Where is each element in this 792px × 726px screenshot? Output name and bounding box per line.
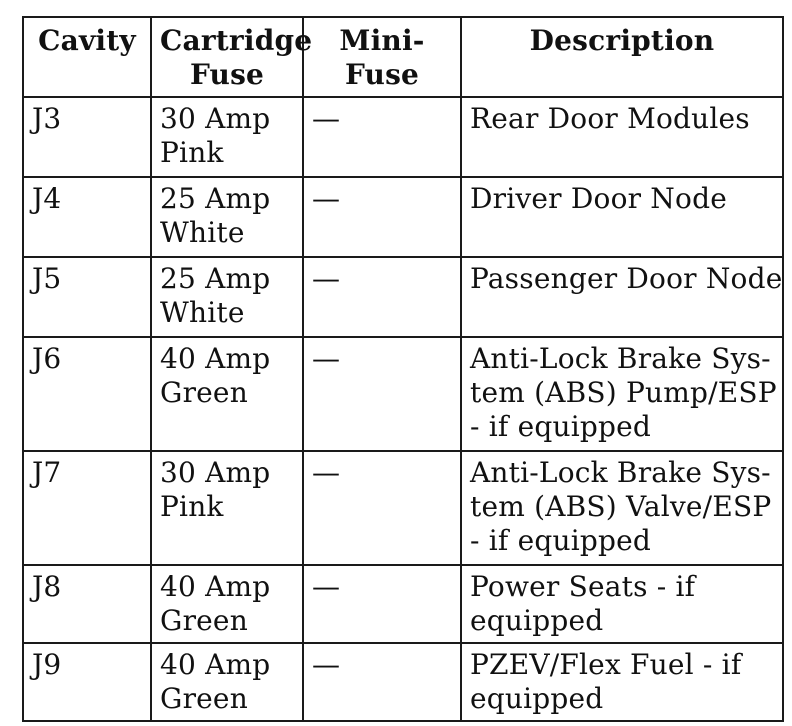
header-cavity	[23, 17, 151, 97]
mini-value: —	[312, 570, 341, 603]
mini-value: —	[312, 262, 341, 295]
cartridge-cell	[151, 451, 303, 565]
description-line: - if equipped	[470, 410, 652, 443]
table-row	[23, 177, 783, 257]
cavity-cell	[23, 177, 151, 257]
cartridge-cell	[151, 565, 303, 643]
cartridge-cell	[151, 97, 303, 177]
cartridge-color: White	[160, 296, 245, 329]
description-line: - if equipped	[470, 524, 652, 557]
table-row	[23, 643, 783, 721]
table-row	[23, 451, 783, 565]
cavity-cell	[23, 97, 151, 177]
header-cartridge-line-2: Fuse	[189, 58, 265, 91]
mini-cell	[303, 257, 461, 337]
header-mini-line-2: Fuse	[344, 58, 420, 91]
description-cell	[461, 451, 783, 565]
description-line: tem (ABS) Pump/ESP	[470, 376, 777, 409]
header-cavity-line: Cavity	[38, 24, 136, 57]
description-cell	[461, 257, 783, 337]
table-row	[23, 97, 783, 177]
mini-value: —	[312, 102, 341, 135]
cavity-value: J5	[32, 262, 62, 295]
cartridge-color: Pink	[160, 490, 224, 523]
cavity-cell	[23, 451, 151, 565]
table-row	[23, 565, 783, 643]
cartridge-amp: 30 Amp	[160, 456, 271, 489]
mini-value: —	[312, 342, 341, 375]
cartridge-amp: 40 Amp	[160, 342, 271, 375]
cavity-cell	[23, 337, 151, 451]
header-cartridge-fuse	[151, 17, 313, 97]
cartridge-cell	[151, 257, 303, 337]
cartridge-cell	[151, 177, 303, 257]
mini-value: —	[312, 456, 341, 489]
description-cell	[461, 643, 783, 721]
description-cell	[461, 177, 783, 257]
header-cartridge-line-1: Cartridge	[160, 24, 313, 57]
cavity-value: J8	[32, 570, 62, 603]
description-line: Power Seats - if	[470, 570, 696, 603]
cavity-value: J3	[32, 102, 62, 135]
cartridge-amp: 25 Amp	[160, 262, 271, 295]
cartridge-amp: 25 Amp	[160, 182, 271, 215]
fuse-table	[22, 16, 784, 722]
mini-cell	[303, 643, 461, 721]
fuse-table-wrapper	[22, 16, 784, 722]
header-description	[461, 17, 783, 97]
description-line: Passenger Door Node	[470, 262, 783, 295]
cartridge-color: Green	[160, 604, 248, 637]
mini-cell	[303, 451, 461, 565]
table-header-row	[23, 17, 783, 97]
description-cell	[461, 337, 783, 451]
cavity-cell	[23, 257, 151, 337]
description-line: equipped	[470, 604, 604, 637]
description-cell	[461, 97, 783, 177]
description-line: PZEV/Flex Fuel - if	[470, 648, 742, 681]
description-line: tem (ABS) Valve/ESP	[470, 490, 772, 523]
cartridge-cell	[151, 643, 303, 721]
description-line: equipped	[470, 682, 604, 715]
cartridge-amp: 40 Amp	[160, 570, 271, 603]
header-mini-fuse	[303, 17, 461, 97]
cavity-cell	[23, 565, 151, 643]
cartridge-color: Green	[160, 682, 248, 715]
cartridge-amp: 40 Amp	[160, 648, 271, 681]
cavity-value: J7	[32, 456, 62, 489]
table-row	[23, 257, 783, 337]
mini-value: —	[312, 182, 341, 215]
mini-cell	[303, 565, 461, 643]
cartridge-color: Pink	[160, 136, 224, 169]
mini-value: —	[312, 648, 341, 681]
mini-cell	[303, 177, 461, 257]
cavity-value: J9	[32, 648, 62, 681]
cartridge-cell	[151, 337, 303, 451]
description-line: Anti-Lock Brake Sys-	[470, 342, 771, 375]
description-line: Anti-Lock Brake Sys-	[470, 456, 771, 489]
mini-cell	[303, 337, 461, 451]
cavity-value: J4	[32, 182, 62, 215]
cavity-cell	[23, 643, 151, 721]
cartridge-amp: 30 Amp	[160, 102, 271, 135]
description-line: Rear Door Modules	[470, 102, 750, 135]
header-description-line: Description	[529, 24, 715, 57]
table-row	[23, 337, 783, 451]
mini-cell	[303, 97, 461, 177]
description-line: Driver Door Node	[470, 182, 727, 215]
description-cell	[461, 565, 783, 643]
header-mini-line-1: Mini-	[339, 24, 425, 57]
cartridge-color: White	[160, 216, 245, 249]
cavity-value: J6	[32, 342, 62, 375]
cartridge-color: Green	[160, 376, 248, 409]
